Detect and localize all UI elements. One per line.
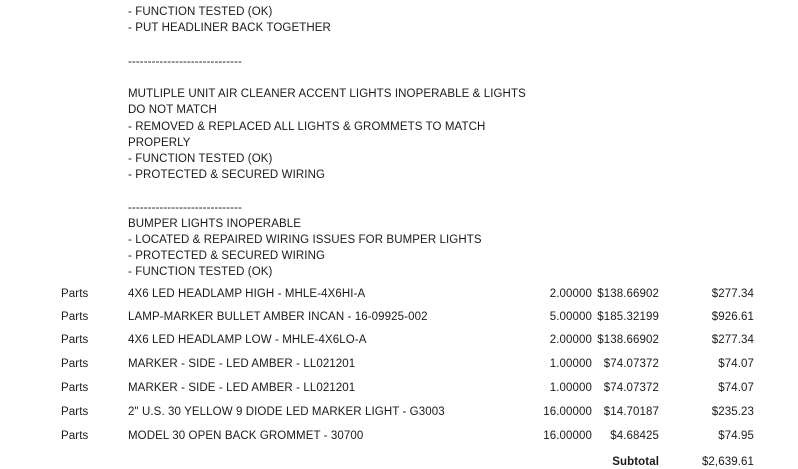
part-total: $926.61 (711, 311, 754, 323)
part-type: Parts (61, 406, 89, 418)
part-type: Parts (61, 430, 89, 442)
note-line: PROPERLY (128, 137, 191, 149)
note-line: - FUNCTION TESTED (OK) (128, 266, 273, 278)
part-type: Parts (61, 334, 89, 346)
subtotal-value: $2,639.61 (701, 456, 754, 468)
part-description: 2" U.S. 30 YELLOW 9 DIODE LED MARKER LIGHT - G3003 (128, 406, 445, 418)
subtotal-row (0, 455, 798, 469)
part-quantity: 2.00000 (549, 334, 592, 346)
part-total: $277.34 (711, 334, 754, 346)
part-unit-price: $185.32199 (597, 311, 659, 323)
part-total: $277.34 (711, 288, 754, 300)
note-line: - REMOVED & REPLACED ALL LIGHTS & GROMMETS TO MATCH (128, 121, 486, 133)
part-total: $74.95 (718, 430, 754, 442)
note-line: BUMPER LIGHTS INOPERABLE (128, 218, 302, 230)
part-description: MARKER - SIDE - LED AMBER - LL021201 (128, 358, 356, 370)
part-description: 4X6 LED HEADLAMP LOW - MHLE-4X6LO-A (128, 334, 367, 346)
part-type: Parts (61, 382, 89, 394)
part-unit-price: $14.70187 (603, 406, 659, 418)
part-description: 4X6 LED HEADLAMP HIGH - MHLE-4X6HI-A (128, 288, 366, 300)
subtotal-label: Subtotal (612, 456, 659, 468)
note-line: - PROTECTED & SECURED WIRING (128, 250, 326, 262)
table-row (0, 286, 798, 302)
part-total: $235.23 (711, 406, 754, 418)
part-total: $74.07 (718, 358, 754, 370)
note-line: - FUNCTION TESTED (OK) (128, 6, 273, 18)
table-row (0, 380, 798, 396)
separator: ----------------------------- (128, 202, 242, 214)
part-total: $74.07 (718, 382, 754, 394)
part-unit-price: $74.07372 (603, 382, 659, 394)
table-row (0, 356, 798, 372)
part-quantity: 2.00000 (549, 288, 592, 300)
part-type: Parts (61, 358, 89, 370)
note-line: - PROTECTED & SECURED WIRING (128, 169, 326, 181)
part-description: MODEL 30 OPEN BACK GROMMET - 30700 (128, 430, 364, 442)
note-line: - PUT HEADLINER BACK TOGETHER (128, 22, 331, 34)
table-row (0, 332, 798, 348)
part-type: Parts (61, 311, 89, 323)
part-unit-price: $138.66902 (597, 288, 659, 300)
note-line: - LOCATED & REPAIRED WIRING ISSUES FOR BUMPER LIGHTS (128, 234, 482, 246)
note-line: MUTLIPLE UNIT AIR CLEANER ACCENT LIGHTS INOPERABLE & LIGHTS (128, 88, 526, 100)
part-description: LAMP-MARKER BULLET AMBER INCAN - 16-09925-002 (128, 311, 428, 323)
table-row (0, 428, 798, 444)
table-row (0, 404, 798, 420)
note-line: DO NOT MATCH (128, 104, 217, 116)
table-row (0, 309, 798, 325)
part-unit-price: $74.07372 (603, 358, 659, 370)
part-unit-price: $4.68425 (610, 430, 659, 442)
separator: ----------------------------- (128, 56, 242, 68)
part-quantity: 1.00000 (549, 358, 592, 370)
part-quantity: 16.00000 (543, 406, 592, 418)
note-line: - FUNCTION TESTED (OK) (128, 153, 273, 165)
part-type: Parts (61, 288, 89, 300)
part-quantity: 16.00000 (543, 430, 592, 442)
part-unit-price: $138.66902 (597, 334, 659, 346)
part-quantity: 5.00000 (549, 311, 592, 323)
part-description: MARKER - SIDE - LED AMBER - LL021201 (128, 382, 356, 394)
part-quantity: 1.00000 (549, 382, 592, 394)
